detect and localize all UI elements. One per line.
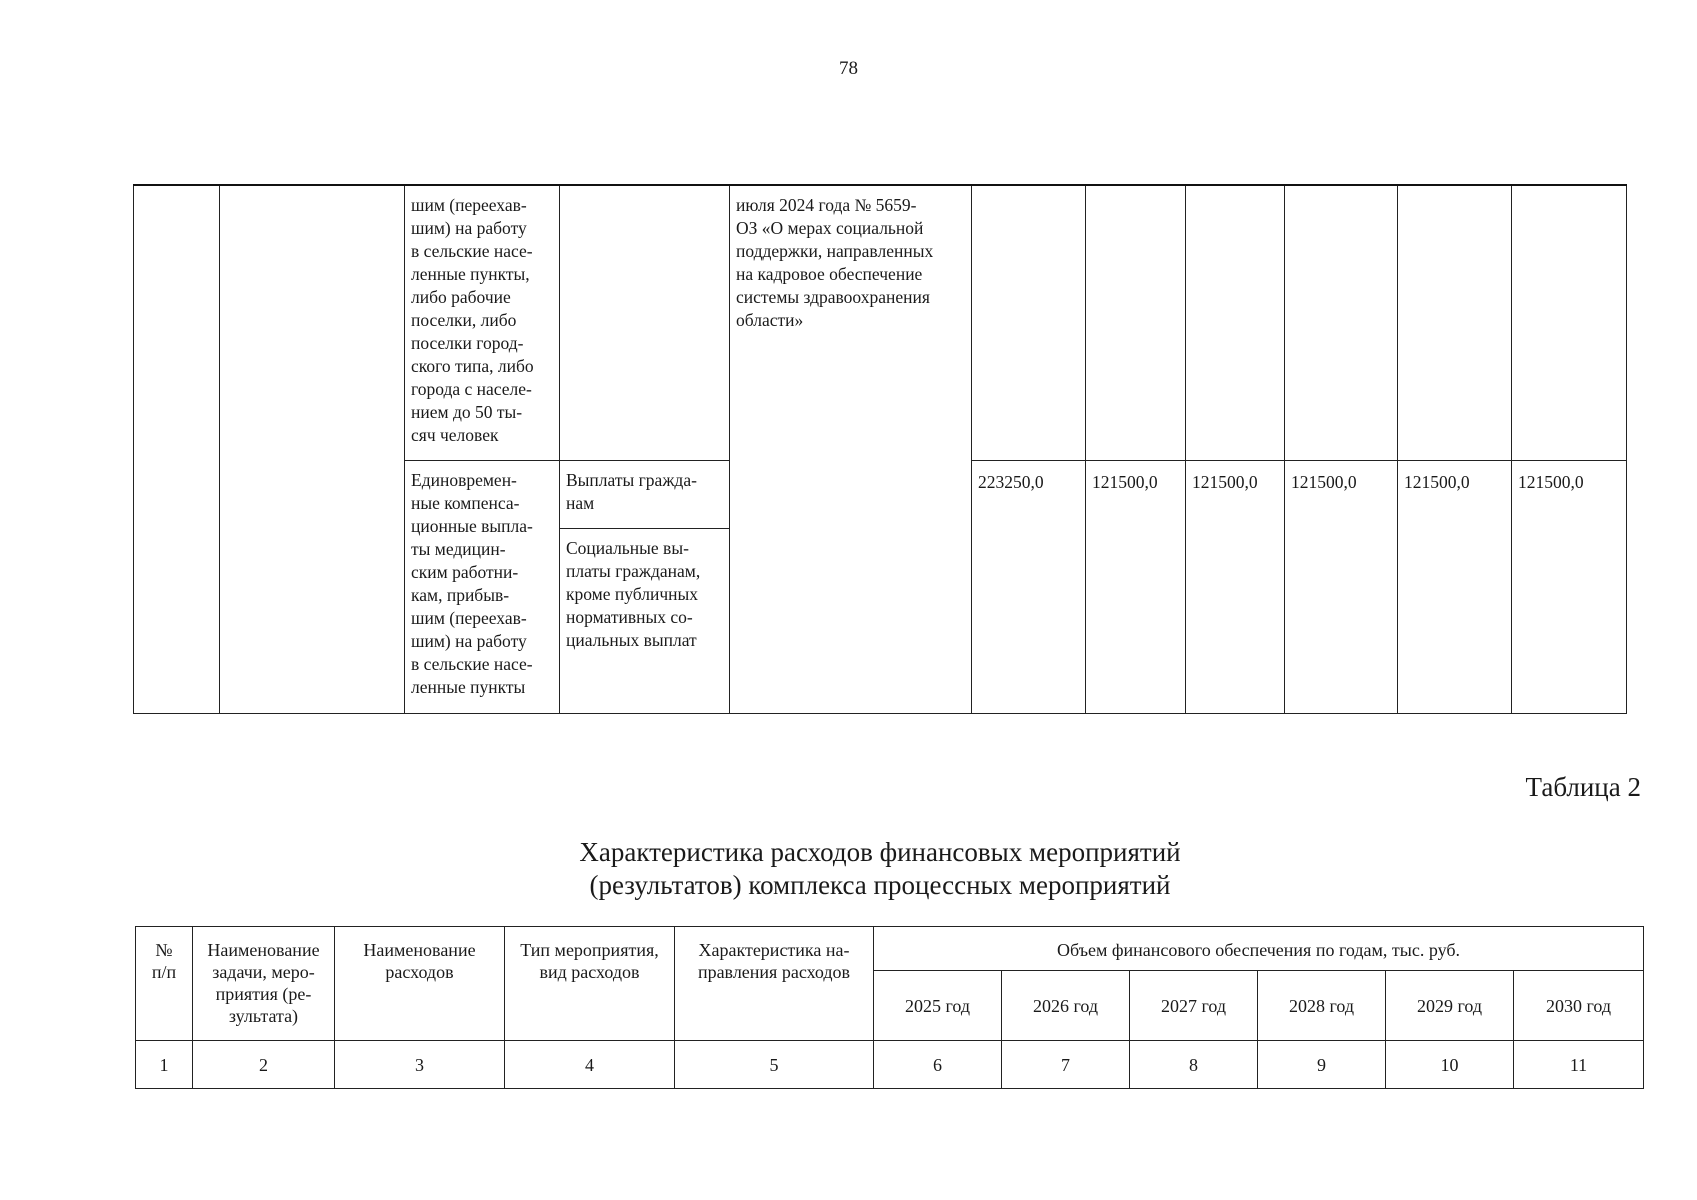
cell-expense-type: Выплаты гражда- нам	[560, 460, 730, 528]
column-number: 7	[1002, 1041, 1130, 1089]
header-type: Тип мероприятия, вид расходов	[505, 927, 675, 1041]
column-number: 6	[874, 1041, 1002, 1089]
continuation-table	[133, 184, 1627, 714]
cell-value-2029: 121500,0	[1398, 460, 1512, 713]
header-year: 2027 год	[1130, 971, 1258, 1041]
column-number: 9	[1258, 1041, 1386, 1089]
header-row	[136, 927, 1644, 971]
header-characteristic: Характеристика на- правления расходов	[675, 927, 874, 1041]
cell-task	[220, 185, 405, 713]
header-year: 2025 год	[874, 971, 1002, 1041]
cell-characteristic: июля 2024 года № 5659- ОЗ «О мерах социальной поддержки, направленных на кадровое обеспечение системы здравоохранения области»	[730, 185, 972, 713]
header-year: 2028 год	[1258, 971, 1386, 1041]
cell-value	[1285, 185, 1398, 460]
table-row	[134, 185, 1627, 460]
column-number: 11	[1514, 1041, 1644, 1089]
cell-number	[134, 185, 220, 713]
column-number: 4	[505, 1041, 675, 1089]
expenses-table	[135, 926, 1644, 1089]
cell-expense-name: шим (переехав- шим) на работу в сельские насе- ленные пункты, либо рабочие поселки, либо поселки город- ского типа, либо города с населе- нием до 50 ты- сяч человек	[405, 185, 560, 460]
cell-value	[972, 185, 1086, 460]
column-number: 5	[675, 1041, 874, 1089]
column-numbers-row	[136, 1041, 1644, 1089]
cell-value	[1086, 185, 1186, 460]
cell-expense-type	[560, 185, 730, 460]
column-number: 1	[136, 1041, 193, 1089]
cell-value-2030: 121500,0	[1512, 460, 1627, 713]
cell-value	[1398, 185, 1512, 460]
column-number: 8	[1130, 1041, 1258, 1089]
table-title: Характеристика расходов финансовых мероприятий (результатов) комплекса процессных мероприятий	[579, 837, 1181, 900]
cell-value	[1186, 185, 1285, 460]
header-year: 2026 год	[1002, 971, 1130, 1041]
cell-value-2027: 121500,0	[1186, 460, 1285, 713]
cell-value-2025: 223250,0	[972, 460, 1086, 713]
header-task: Наименование задачи, меро- приятия (ре- зультата)	[193, 927, 335, 1041]
header-number: № п/п	[136, 927, 193, 1041]
header-year: 2030 год	[1514, 971, 1644, 1041]
page-number: 78	[839, 58, 858, 79]
header-volume: Объем финансового обеспечения по годам, тыс. руб.	[874, 927, 1644, 971]
column-number: 3	[335, 1041, 505, 1089]
header-expense-name: Наименование расходов	[335, 927, 505, 1041]
cell-expense-name: Единовремен- ные компенса- ционные выпла- ты медицин- ским работни- кам, прибыв- шим (переехав- шим) на работу в сельские насе- ленные пункты	[405, 460, 560, 713]
cell-value	[1512, 185, 1627, 460]
column-number: 2	[193, 1041, 335, 1089]
cell-value-2026: 121500,0	[1086, 460, 1186, 713]
table-caption: Таблица 2	[1525, 772, 1641, 802]
cell-expense-type: Социальные вы- платы гражданам, кроме публичных нормативных со- циальных выплат	[560, 528, 730, 713]
cell-value-2028: 121500,0	[1285, 460, 1398, 713]
header-year: 2029 год	[1386, 971, 1514, 1041]
column-number: 10	[1386, 1041, 1514, 1089]
